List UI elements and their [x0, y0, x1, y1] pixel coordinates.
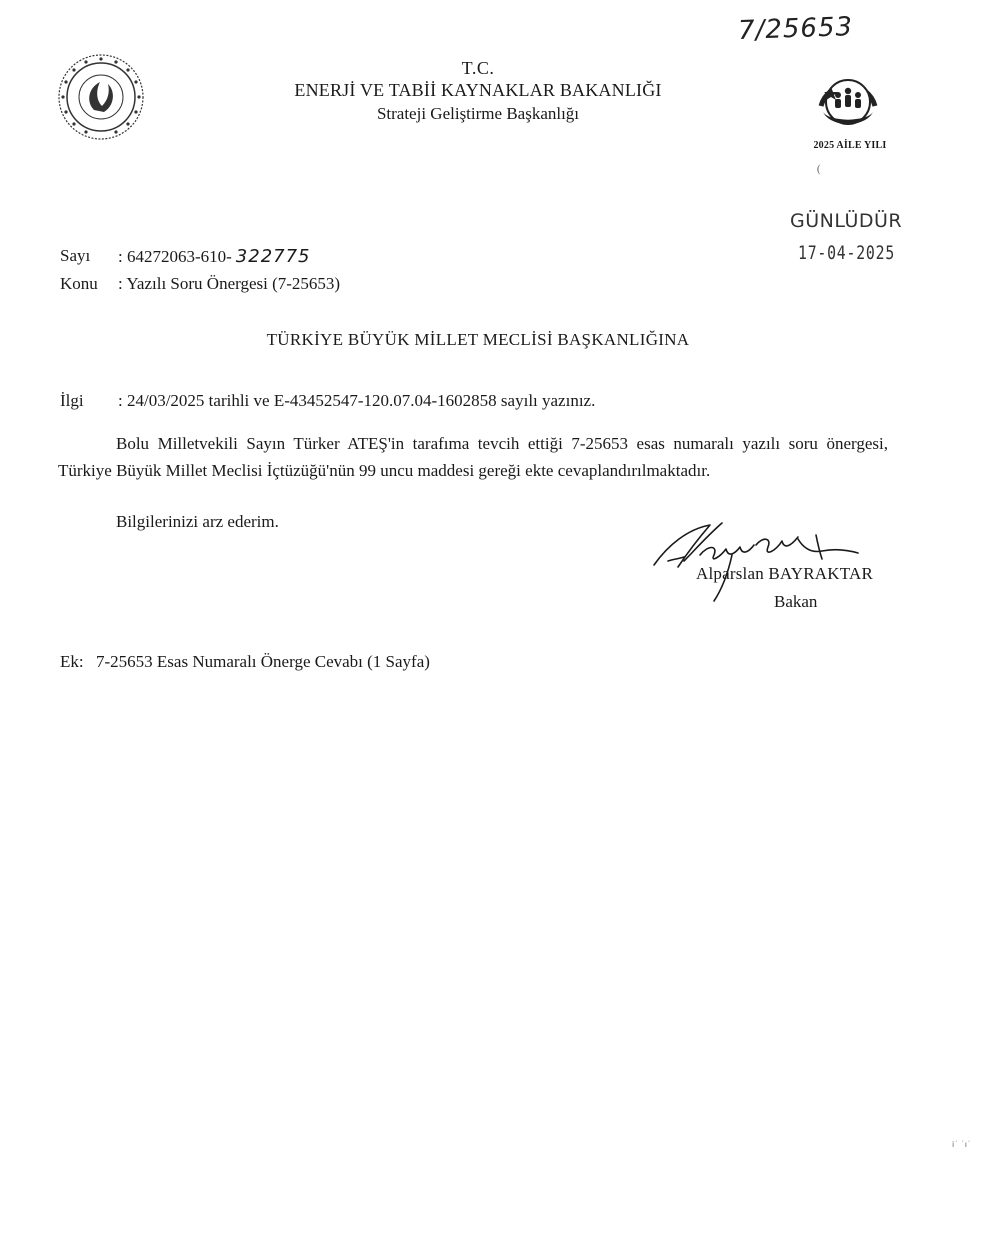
sayi-value	[118, 246, 311, 267]
sayi-handwritten-number: 322775	[235, 246, 311, 267]
department-name: Strateji Geliştirme Başkanlığı	[376, 104, 580, 123]
family-year-emblem-icon	[805, 62, 891, 140]
margin-note: ı̇˙ ˙ı˙	[952, 1140, 971, 1149]
sayi-printed-number: : 64272063-610-	[118, 247, 232, 266]
tick-mark: (	[817, 164, 821, 175]
body-paragraph	[58, 430, 888, 484]
attachment-value: 7-25653 Esas Numaralı Önerge Cevabı (1 Sayfa)	[96, 652, 430, 671]
attachment-label: Ek:	[60, 652, 84, 671]
signer-title: Bakan	[774, 592, 818, 611]
body-text: Bolu Milletvekili Sayın Türker ATEŞ'in tarafıma tevcih ettiği 7-25653 esas numaralı yazılı soru önergesi, Türkiye Büyük Millet Meclisi İçtüzüğü'nün 99 uncu maddesi gereği ekte cevaplandırılmaktadır.	[58, 434, 888, 480]
family-year-caption: 2025 AİLE YILI	[813, 140, 887, 151]
ilgi-value: : 24/03/2025 tarihli ve E-43452547-120.07.04-1602858 sayılı yazınız.	[118, 391, 596, 410]
state-abbreviation: T.C.	[461, 58, 495, 78]
addressee: TÜRKİYE BÜYÜK MİLLET MECLİSİ BAŞKANLIĞINA	[266, 330, 690, 349]
ministry-seal-icon	[56, 52, 146, 142]
handwritten-document-number: 7/25653	[737, 12, 854, 46]
ilgi-label: İlgi	[60, 391, 84, 410]
konu-label: Konu	[60, 274, 98, 293]
stamp-title: GÜNLÜDÜR	[790, 210, 903, 232]
signer-name: Alparslan BAYRAKTAR	[696, 564, 874, 583]
closing-line: Bilgilerinizi arz ederim.	[116, 512, 279, 531]
stamp-date: 17-04-2025	[798, 242, 896, 264]
ministry-name: ENERJİ VE TABİİ KAYNAKLAR BAKANLIĞI	[294, 80, 662, 100]
sayi-label: Sayı	[60, 246, 91, 265]
konu-value: : Yazılı Soru Önergesi (7-25653)	[118, 274, 341, 293]
